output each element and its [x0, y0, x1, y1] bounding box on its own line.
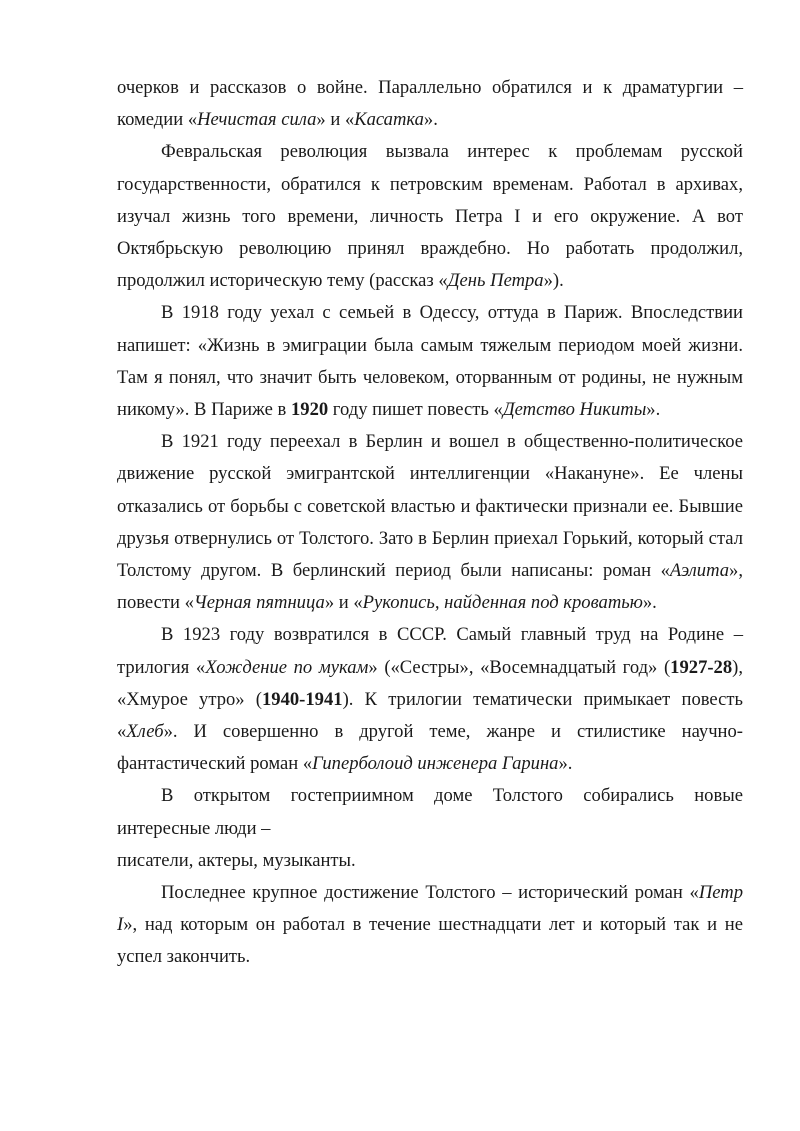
italic-title: Черная пятница: [193, 592, 325, 614]
paragraph-emigration: [117, 297, 743, 426]
paragraph-hospitable-home: [117, 780, 743, 812]
text-run: очерков и рассказов о войне. Параллельно обратился и к драматургии – комедии «: [117, 77, 743, 131]
text-run: ».: [423, 109, 438, 131]
italic-title: Аэлита: [669, 560, 730, 582]
text-run: ».: [642, 592, 657, 614]
italic-title: Детство Никиты: [502, 399, 647, 421]
paragraph-february-revolution: [117, 136, 743, 297]
paragraph-hospitable-home-list: [117, 845, 743, 877]
text-run: ».: [558, 753, 573, 775]
italic-title: Касатка: [354, 109, 424, 131]
text-run: ). К трилогии тематически примыкает повесть «: [117, 688, 743, 743]
text-run: » и «: [324, 592, 363, 614]
document-page: [117, 72, 743, 974]
text-run: Последнее крупное достижение Толстого – исторический роман «: [161, 882, 699, 904]
bold-year: 1920: [290, 399, 329, 421]
text-run: »).: [543, 270, 564, 292]
text-run: В 1921 году переехал в Берлин и вошел в общественно-политическое движение русской эмигрантской интеллигенции «Накануне». Ее члены отказались от борьбы с советской властью и фактически признали ее. Бывшие друзья отвернулись от Толстого. Зато в Берлин приехал Горький, который стал Толстому другом. В берлинский период были написаны: роман «: [117, 431, 743, 582]
text-run: В 1923 году возвратился в СССР. Самый главный труд на Родине – трилогия «: [117, 624, 743, 678]
paragraph-berlin: [117, 426, 743, 619]
paragraph-return-ussr: [117, 619, 743, 780]
italic-title: Хлеб: [126, 721, 164, 743]
text-run: ), «Хмурое утро» (: [117, 656, 743, 710]
italic-title: Нечистая сила: [197, 109, 317, 131]
text-run: ».: [646, 399, 661, 421]
bold-year: 1940-1941: [261, 688, 343, 710]
text-run: В открытом гостеприимном доме Толстого собирались новые: [161, 785, 743, 807]
text-run: », над которым он работал в течение шестнадцати лет и который так и не успел закончить.: [117, 914, 743, 968]
paragraph-war-stories: [117, 72, 743, 136]
italic-title: Хождение по мукам: [205, 656, 369, 678]
text-run: ». И совершенно в другой теме, жанре и стилистике научно-фантастический роман «: [117, 721, 743, 775]
text-run: » («Сестры», «Восемнадцатый год» (: [368, 656, 671, 678]
text-run: писатели, актеры, музыканты.: [117, 849, 356, 871]
paragraph-hospitable-home-cont: [117, 813, 743, 845]
paragraph-peter-first: [117, 877, 743, 974]
italic-title: Гиперболоид инженера Гарина: [312, 753, 559, 775]
text-run: интересные люди –: [117, 817, 271, 839]
text-run: В 1918 году уехал с семьей в Одессу, оттуда в Париж. Впоследствии напишет: «Жизнь в эмиграции была самым тяжелым периодом моей жизни. Там я понял, что значит быть человеком, оторванным от родины, не нужным никому». В Париже в: [117, 302, 743, 421]
italic-title: День Петра: [447, 270, 544, 292]
italic-title: Рукопись, найденная под кроватью: [362, 592, 643, 614]
text-run: » и «: [316, 109, 355, 131]
text-run: », повести «: [117, 560, 743, 614]
bold-year: 1927-28: [670, 656, 733, 678]
italic-title: Петр I: [117, 882, 743, 936]
text-run: Февральская революция вызвала интерес к проблемам русской государственности, обратился к петровским временам. Работал в архивах, изучал жизнь того времени, личность Петра I и его окружение. А вот Октябрьскую революцию принял враждебно. Но работать продолжил, продолжил историческую тему (рассказ «: [117, 141, 743, 292]
text-run: году пишет повесть «: [328, 399, 503, 421]
